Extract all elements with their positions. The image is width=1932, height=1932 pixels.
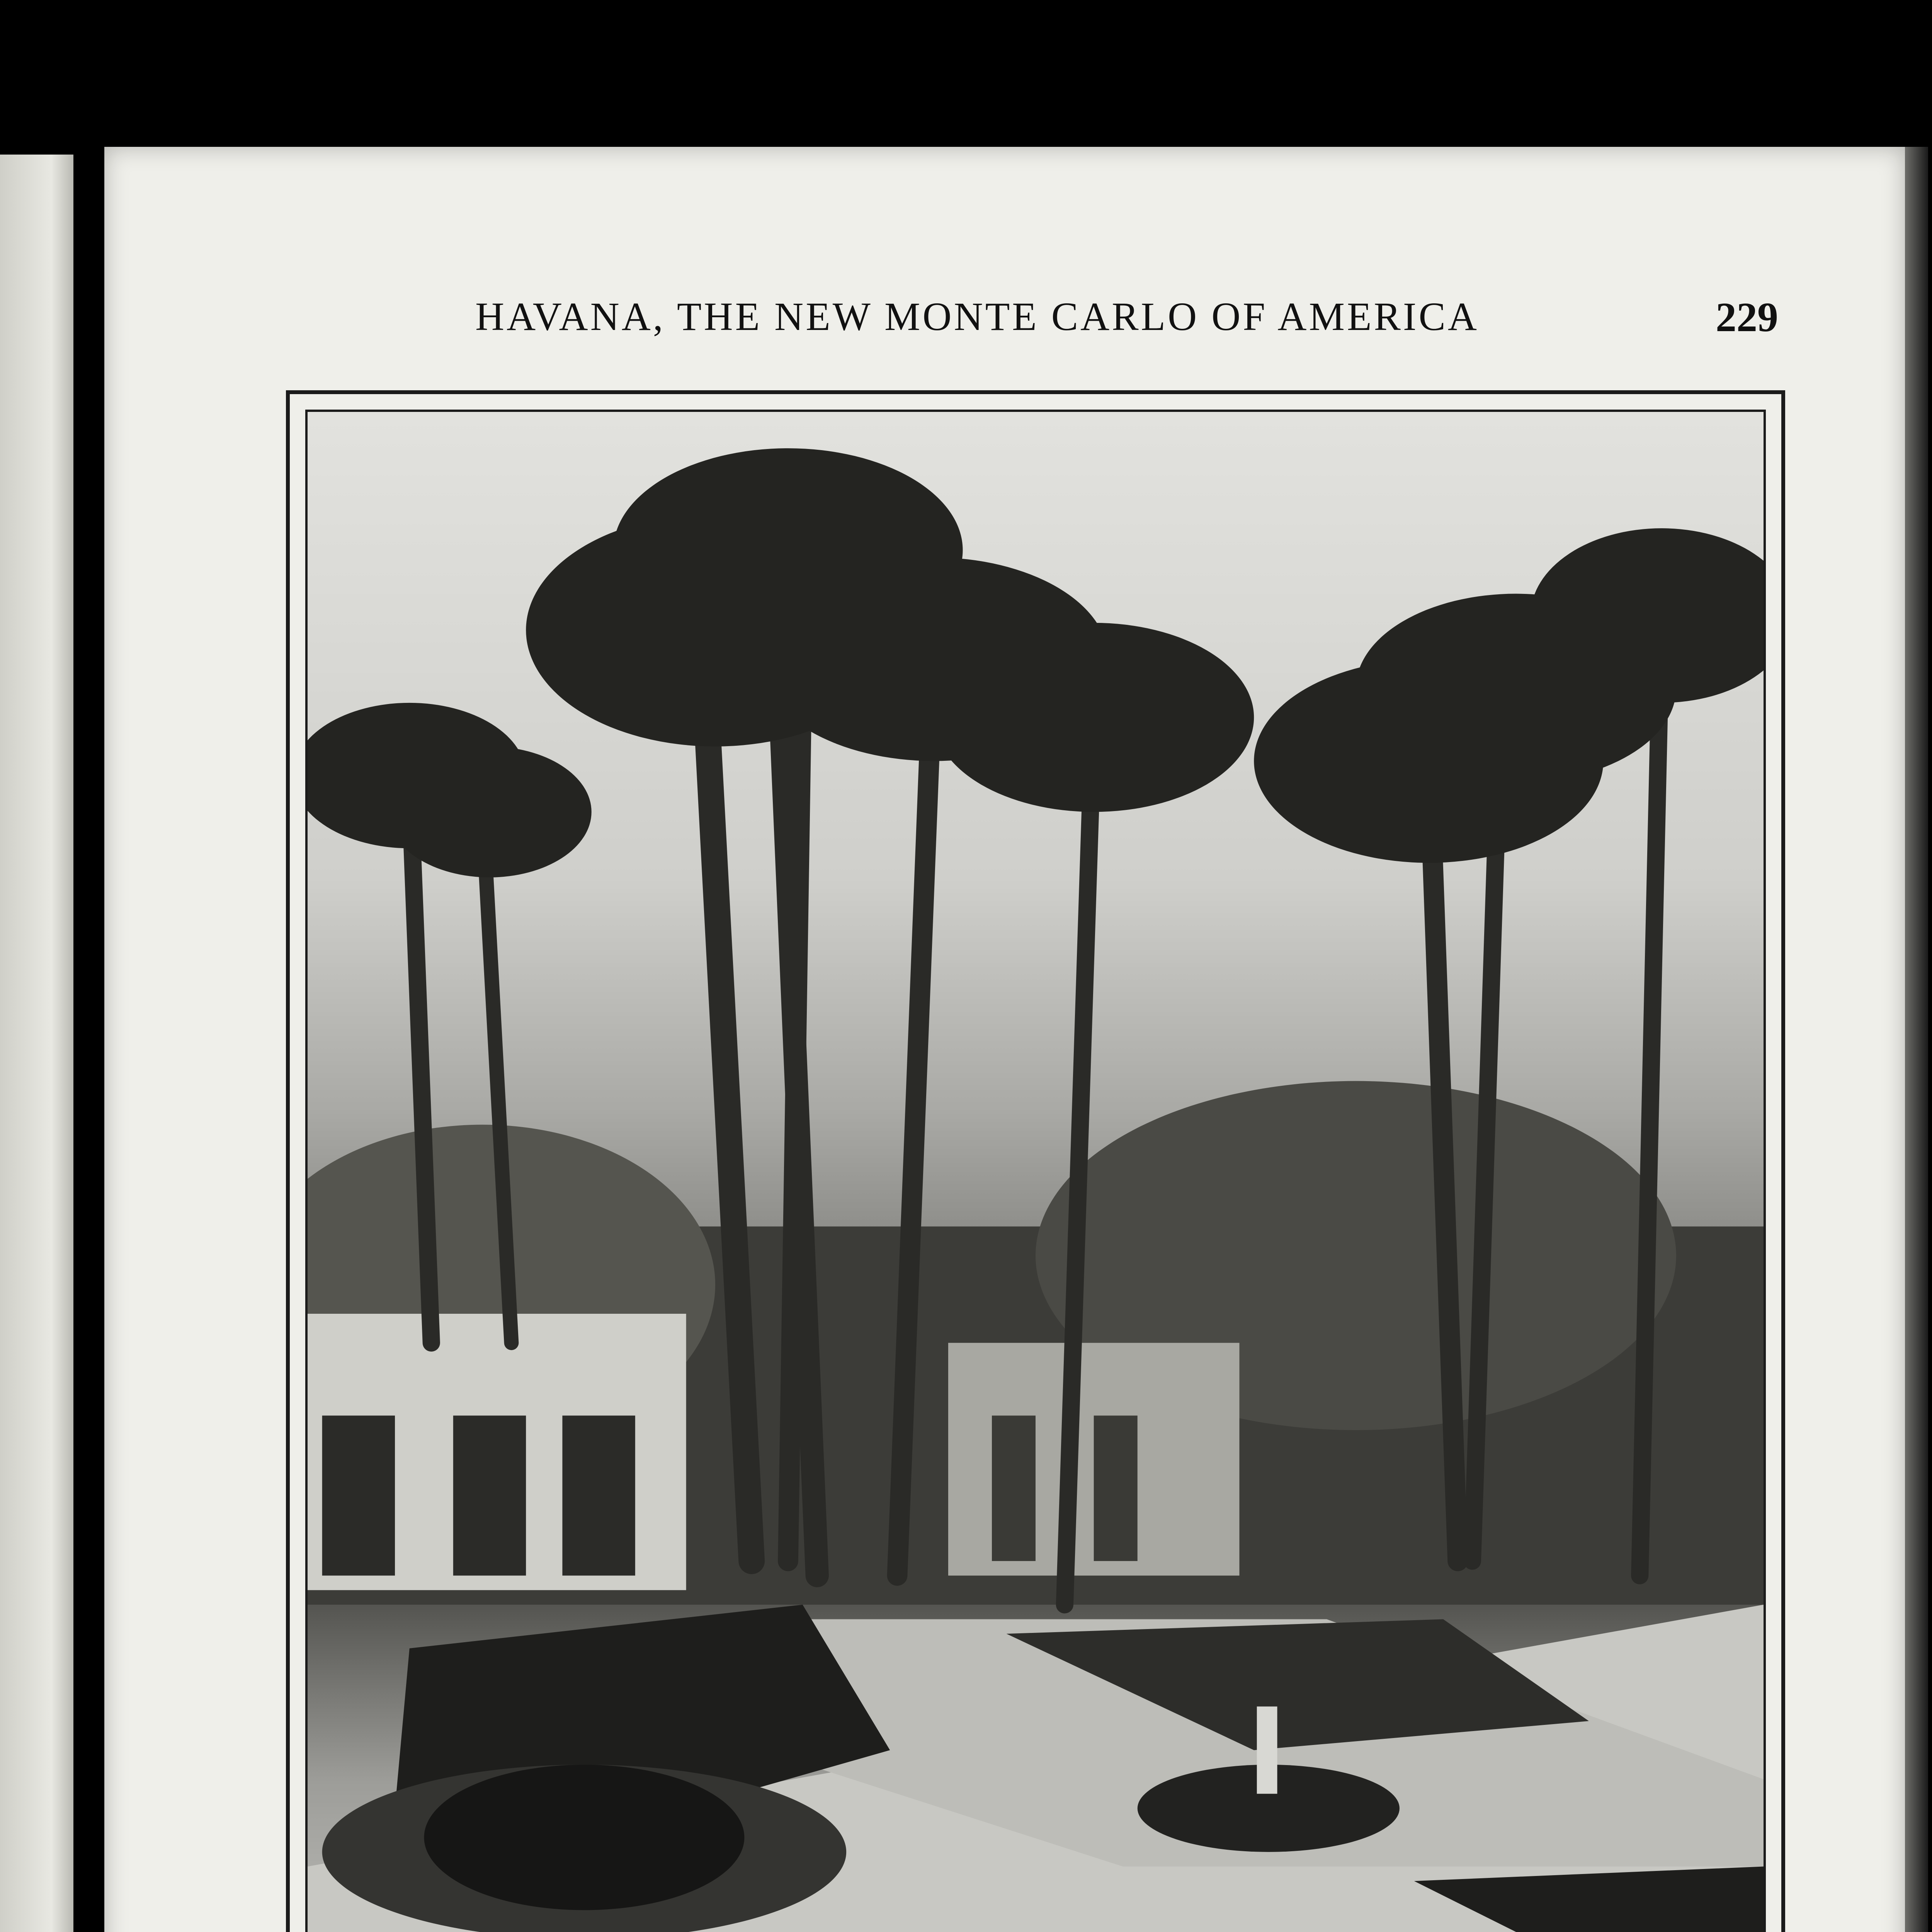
palm-trees-garden-photo bbox=[305, 410, 1766, 1932]
building-window bbox=[562, 1415, 635, 1575]
building-window bbox=[453, 1415, 526, 1575]
running-head: HAVANA, THE NEW MONTE CARLO OF AMERICA bbox=[475, 294, 1480, 339]
page-binding-shadow bbox=[1905, 147, 1928, 1932]
page-number: 229 bbox=[1716, 294, 1778, 340]
building-window bbox=[322, 1415, 395, 1575]
photo-frame bbox=[286, 390, 1785, 1932]
palm-crowns bbox=[308, 448, 1764, 878]
previous-page-edge bbox=[0, 155, 73, 1932]
pavilion-arch bbox=[1094, 1415, 1138, 1561]
pavilion-arch bbox=[992, 1415, 1036, 1561]
circular-bed-plants bbox=[424, 1765, 744, 1910]
photo-illustration bbox=[308, 412, 1764, 1932]
garden-statue bbox=[1257, 1706, 1277, 1794]
